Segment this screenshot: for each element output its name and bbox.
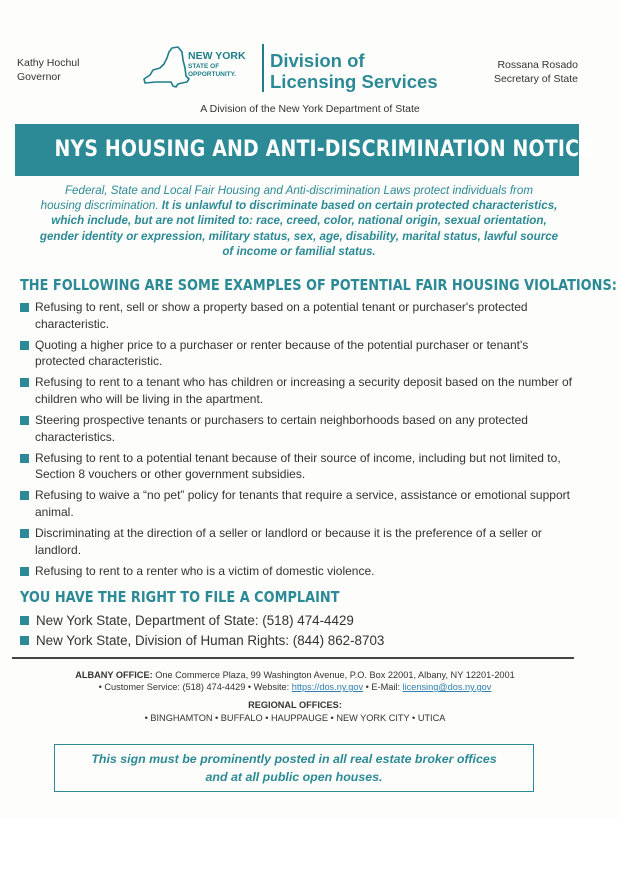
square-bullet-icon — [20, 616, 29, 625]
secretary-block — [494, 58, 578, 86]
intro-line-2 — [14, 198, 584, 213]
square-bullet-icon — [20, 416, 29, 425]
intro-line-2a: housing discrimination. — [40, 199, 159, 213]
albany-office-address: One Commerce Plaza, 99 Washington Avenue, P.O. Box 22001, Albany, NY 12201-2001 — [152, 670, 515, 680]
intro-line-1: Federal, State and Local Fair Housing and Anti-discrimination Laws protect individuals from — [64, 184, 534, 197]
list-item — [20, 374, 580, 407]
posting-requirement-box — [54, 744, 534, 792]
logo-tagline — [188, 63, 236, 78]
list-item-text: Quoting a higher price to a purchaser or renter because of the potential purchaser or tenant's protected characteristic. — [35, 337, 529, 369]
square-bullet-icon — [20, 378, 29, 387]
square-bullet-icon — [20, 341, 29, 350]
governor-title: Governor — [17, 71, 61, 83]
contact-dhr: New York State, Division of Human Rights: (844) 862-8703 — [36, 633, 385, 648]
notice-title: NYS HOUSING AND ANTI-DISCRIMINATION NOTICE — [54, 137, 593, 162]
title-banner — [15, 124, 593, 176]
square-bullet-icon — [20, 454, 29, 463]
posting-line-2: and at all public open houses. — [205, 770, 383, 784]
logo-opportunity: OPPORTUNITY. — [188, 70, 237, 78]
square-bullet-icon — [20, 491, 29, 500]
violations-list — [20, 299, 580, 584]
complaint-heading: YOU HAVE THE RIGHT TO FILE A COMPLAINT — [20, 588, 340, 606]
contact-line — [0, 681, 590, 694]
list-item — [20, 563, 580, 580]
list-item — [20, 412, 580, 445]
customer-service: • Customer Service: (518) 474-4429 • Website: — [98, 682, 292, 692]
new-york-state-map-icon — [142, 46, 192, 90]
square-bullet-icon — [20, 636, 29, 645]
list-item-text: Refusing to rent, sell or show a property based on a potential tenant or purchaser's protected characteristic. — [35, 300, 528, 331]
list-item — [20, 632, 580, 649]
secretary-name: Rossana Rosado — [497, 59, 578, 71]
square-bullet-icon — [20, 529, 29, 538]
square-bullet-icon — [20, 567, 29, 576]
violations-heading: THE FOLLOWING ARE SOME EXAMPLES OF POTENTIAL FAIR HOUSING VIOLATIONS: — [20, 276, 617, 294]
list-item — [20, 450, 580, 483]
complaint-contacts-list — [20, 612, 580, 652]
regional-offices-list: • BINGHAMTON • BUFFALO • HAUPPAUGE • NEW YORK CITY • UTICA — [144, 713, 446, 723]
list-item-text: Discriminating at the direction of a seller or landlord or because it is the preference of a seller or landlord. — [35, 526, 542, 557]
list-item — [20, 299, 580, 332]
agency-name-line2: Licensing Services — [270, 71, 438, 92]
intro-paragraph — [14, 183, 584, 259]
regional-offices-label: REGIONAL OFFICES: — [248, 700, 342, 710]
list-item — [20, 487, 580, 520]
agency-name — [270, 50, 438, 92]
intro-line-5: of income or familial status. — [222, 244, 376, 258]
intro-line-4: gender identity or expression, military status, sex, age, disability, marital status, lawful source — [39, 229, 559, 243]
list-item — [20, 337, 580, 370]
list-item-text: Steering prospective tenants or purchasers to certain neighborhoods based on any protected characteristics. — [35, 413, 528, 444]
email-link[interactable]: licensing@dos.ny.gov — [402, 682, 492, 692]
albany-office — [0, 669, 590, 682]
posting-line-1: This sign must be prominently posted in all real estate broker offices — [91, 752, 497, 766]
contact-dos: New York State, Department of State: (518) 474-4429 — [36, 613, 354, 628]
logo-state-of: STATE OF — [188, 63, 220, 70]
list-item-text: Refusing to rent to a potential tenant because of their source of income, including but not limited to, Section 8 vouchers or other government subsidies. — [35, 450, 561, 482]
intro-line-3: which include, but are not limited to: race, creed, color, national origin, sexual orientation, — [51, 214, 547, 228]
albany-office-label: ALBANY OFFICE: — [75, 670, 153, 680]
governor-name: Kathy Hochul — [17, 57, 80, 69]
list-item-text: Refusing to rent to a tenant who has children or increasing a security deposit based on the number of children who will be living in the apartment. — [35, 375, 572, 406]
logo-new-york: NEW YORK — [188, 50, 246, 62]
department-subtitle: A Division of the New York Department of State — [200, 103, 420, 115]
square-bullet-icon — [20, 303, 29, 312]
agency-name-line1: Division of — [270, 50, 365, 71]
logo-divider — [262, 44, 264, 92]
list-item — [20, 525, 580, 558]
intro-line-2b: It is unlawful to discriminate based on certain protected characteristics, — [158, 199, 558, 213]
footer-divider — [12, 657, 574, 659]
agency-logo — [142, 44, 442, 96]
governor-block — [17, 56, 79, 84]
list-item-text: Refusing to rent to a renter who is a victim of domestic violence. — [35, 563, 375, 578]
list-item-text: Refusing to waive a “no pet” policy for tenants that require a service, assistance or emotional support animal. — [35, 488, 570, 520]
scan-margin — [0, 818, 620, 877]
email-label: • E-Mail: — [363, 682, 403, 692]
website-link[interactable]: https://dos.ny.gov — [291, 682, 364, 692]
secretary-title: Secretary of State — [493, 73, 578, 85]
list-item — [20, 612, 580, 629]
